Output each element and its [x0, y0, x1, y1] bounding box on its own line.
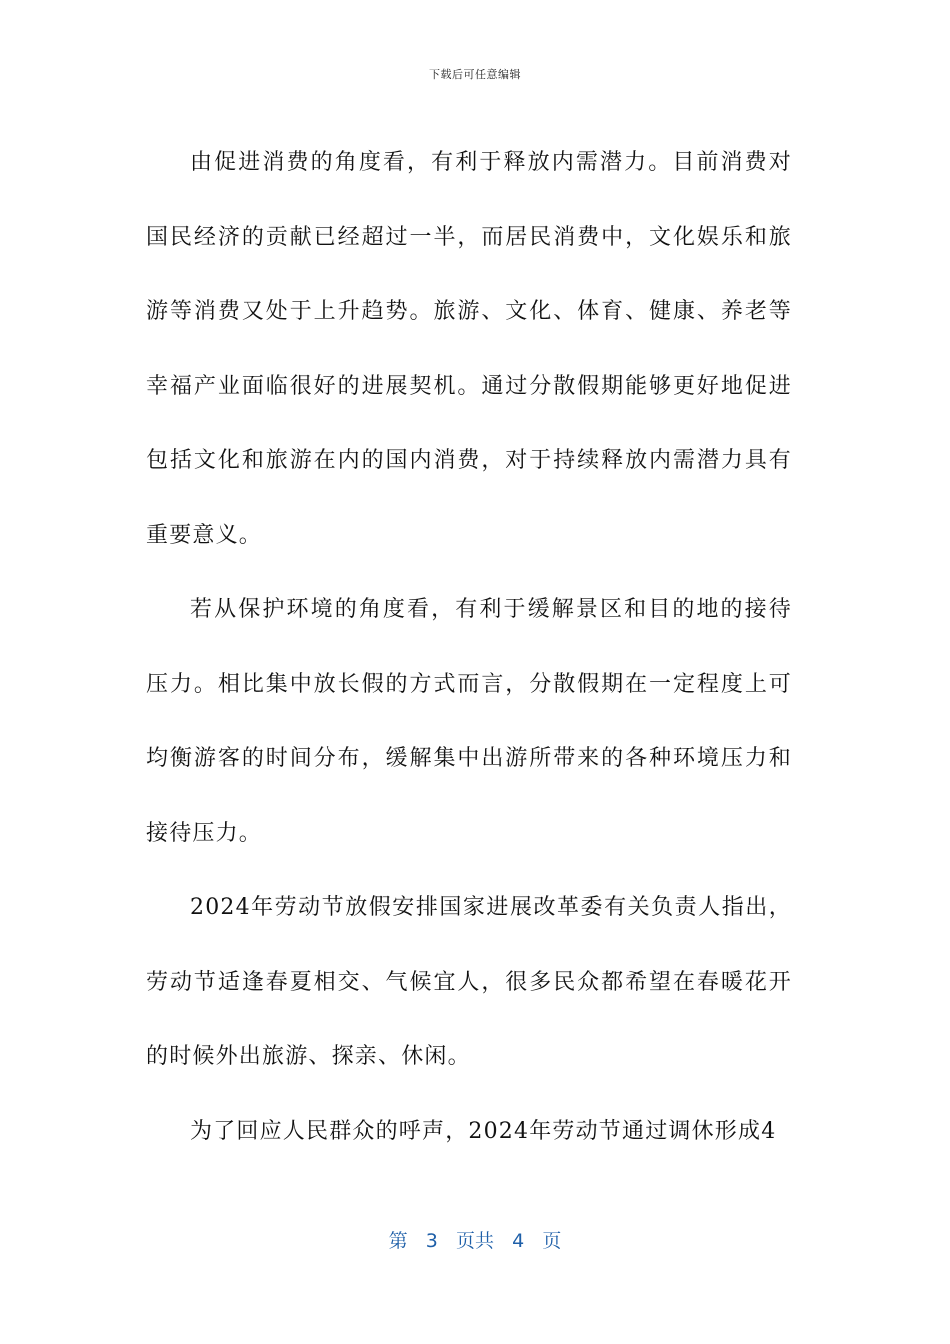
- document-body: [146, 126, 792, 1169]
- page-number-footer: [0, 1226, 950, 1253]
- paragraph-consumption: 由促进消费的角度看，有利于释放内需潜力。目前消费对国民经济的贡献已经超过一半，而居民消费中，文化娱乐和旅游等消费又处于上升趋势。旅游、文化、体育、健康、养老等幸福产业面临很好的进展契机。通过分散假期能够更好地促进包括文化和旅游在内的国内消费，对于持续释放内需潜力具有重要意义。: [146, 150, 792, 548]
- paragraph-environment: 若从保护环境的角度看，有利于缓解景区和目的地的接待压力。相比集中放长假的方式而言，分散假期在一定程度上可均衡游客的时间分布，缓解集中出游所带来的各种环境压力和接待压力。: [146, 597, 792, 846]
- page-prefix: 第: [388, 1230, 408, 1252]
- current-page-number: 3: [425, 1230, 438, 1252]
- page-header-note: 下载后可任意编辑: [429, 68, 521, 81]
- page-middle: 页共: [455, 1230, 494, 1252]
- paragraph-response: 为了回应人民群众的呼声，2024年劳动节通过调休形成4: [190, 1118, 777, 1144]
- paragraph-labor-day: 2024年劳动节放假安排国家进展改革委有关负责人指出，劳动节适逢春夏相交、气候宜人，很多民众都希望在春暖花开的时候外出旅游、探亲、休闲。: [146, 895, 792, 1069]
- total-pages-number: 4: [512, 1230, 525, 1252]
- page-suffix: 页: [542, 1230, 562, 1252]
